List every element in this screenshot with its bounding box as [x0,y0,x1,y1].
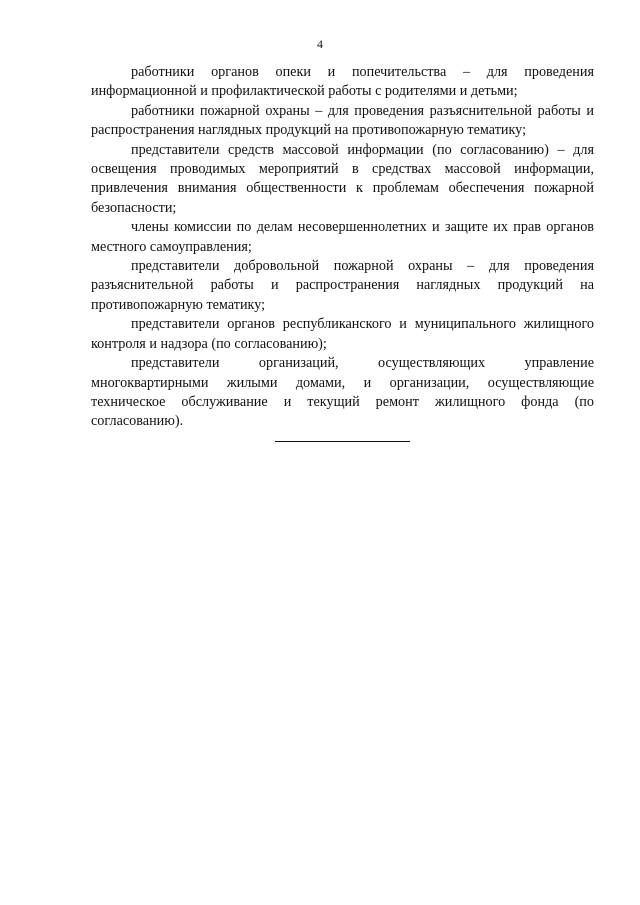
end-divider-line [275,441,410,442]
paragraph-juvenile-commission-members: члены комиссии по делам несовершеннолетних и защите их прав органов местного самоуправления; [91,219,594,255]
document-body [91,63,594,432]
paragraph-housing-control-representatives: представители органов республиканского и муниципального жилищного контроля и надзора (по согласованию); [91,316,594,352]
paragraph-mass-media-representatives: представители средств массовой информации (по согласованию) – для освещения проводимых мероприятий в средствах массовой информации, привлечения внимания общественности к проблемам обеспечения пожарной безопасности; [91,141,594,216]
paragraph-guardianship-workers: работники органов опеки и попечительства – для проведения информационной и профилактической работы с родителями и детьми; [91,64,594,100]
paragraph-volunteer-fire-representatives: представители добровольной пожарной охраны – для проведения разъяснительной работы и распространения наглядных продукций на противопожарную тематику; [91,258,594,313]
paragraph-fire-protection-workers: работники пожарной охраны – для проведения разъяснительной работы и распространения наглядных продукций на противопожарную тематику; [91,102,594,139]
paragraph-housing-management-organizations: представители организаций, осуществляющих управление многоквартирными жилыми домами, и организации, осуществляющие техническое обслуживание и текущий ремонт жилищного фонда (по согласованию). [91,355,594,430]
page-number: 4 [317,37,323,51]
